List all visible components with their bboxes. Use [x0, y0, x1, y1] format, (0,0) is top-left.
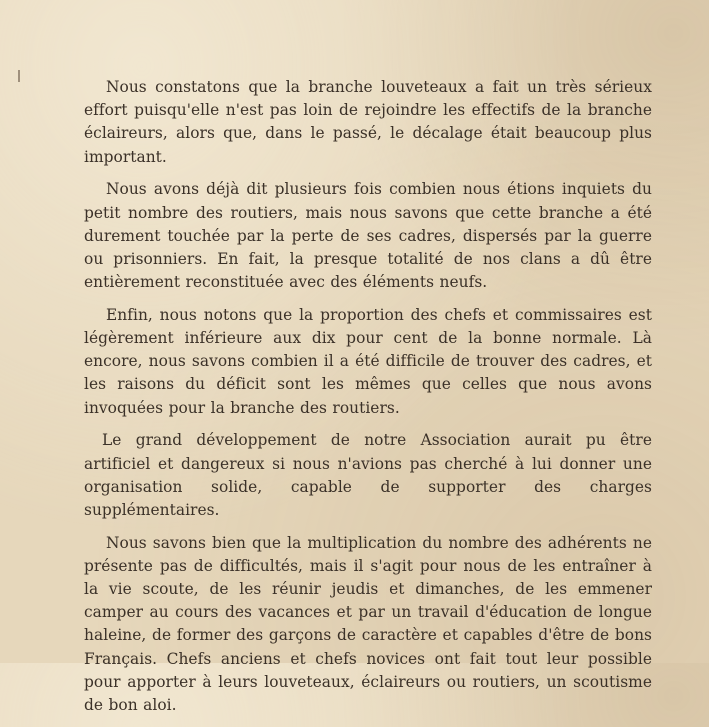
margin-mark [18, 70, 20, 82]
paragraph-adherents: Nous savons bien que la multiplication du nombre des adhérents ne présente pas de difficultés, mais il s'agit pour nous de les entraîner à la vie scoute, de les réunir jeudis et dimanches, de les emmener camper au cours des vacances et par un travail d'éducation de longue haleine, de former des garçons de caractère et capables d'être de bons Français. Chefs anciens et chefs novices ont fait tout leur possible pour apporter à leurs louveteaux, éclaireurs ou routiers, un scoutisme de bon aloi. [84, 533, 652, 715]
paragraph-chefs: Enfin, nous notons que la proportion des chefs et commissaires est légèrement inférieure aux dix pour cent de la bonne normale. Là encore, nous savons combien il a été difficile de trouver des cadres, et les raisons du déficit sont les mêmes que celles que nous avons invoquées pour la branche des routiers. [84, 305, 652, 417]
paragraph-organisation: Le grand développement de notre Association aurait pu être artificiel et dangereux si nous n'avions pas cherché à lui donner une organisation solide, capable de supporter des charges supplémentaires. [84, 431, 652, 519]
paragraph-routiers: Nous avons déjà dit plusieurs fois combien nous étions inquiets du petit nombre des routiers, mais nous savons que cette branche a été durement touchée par la perte de ses cadres, dispersés par la guerre ou prisonniers. En fait, la presque totalité de nos clans a dû être entièrement reconstituée avec des éléments neufs. [84, 180, 652, 292]
paragraph-louveteaux: Nous constatons que la branche louveteaux a fait un très sérieux effort puisqu'elle n'est pas loin de rejoindre les effectifs de la branche éclaireurs, alors que, dans le passé, le décalage était beaucoup plus important. [84, 78, 652, 166]
body-text [84, 76, 652, 727]
